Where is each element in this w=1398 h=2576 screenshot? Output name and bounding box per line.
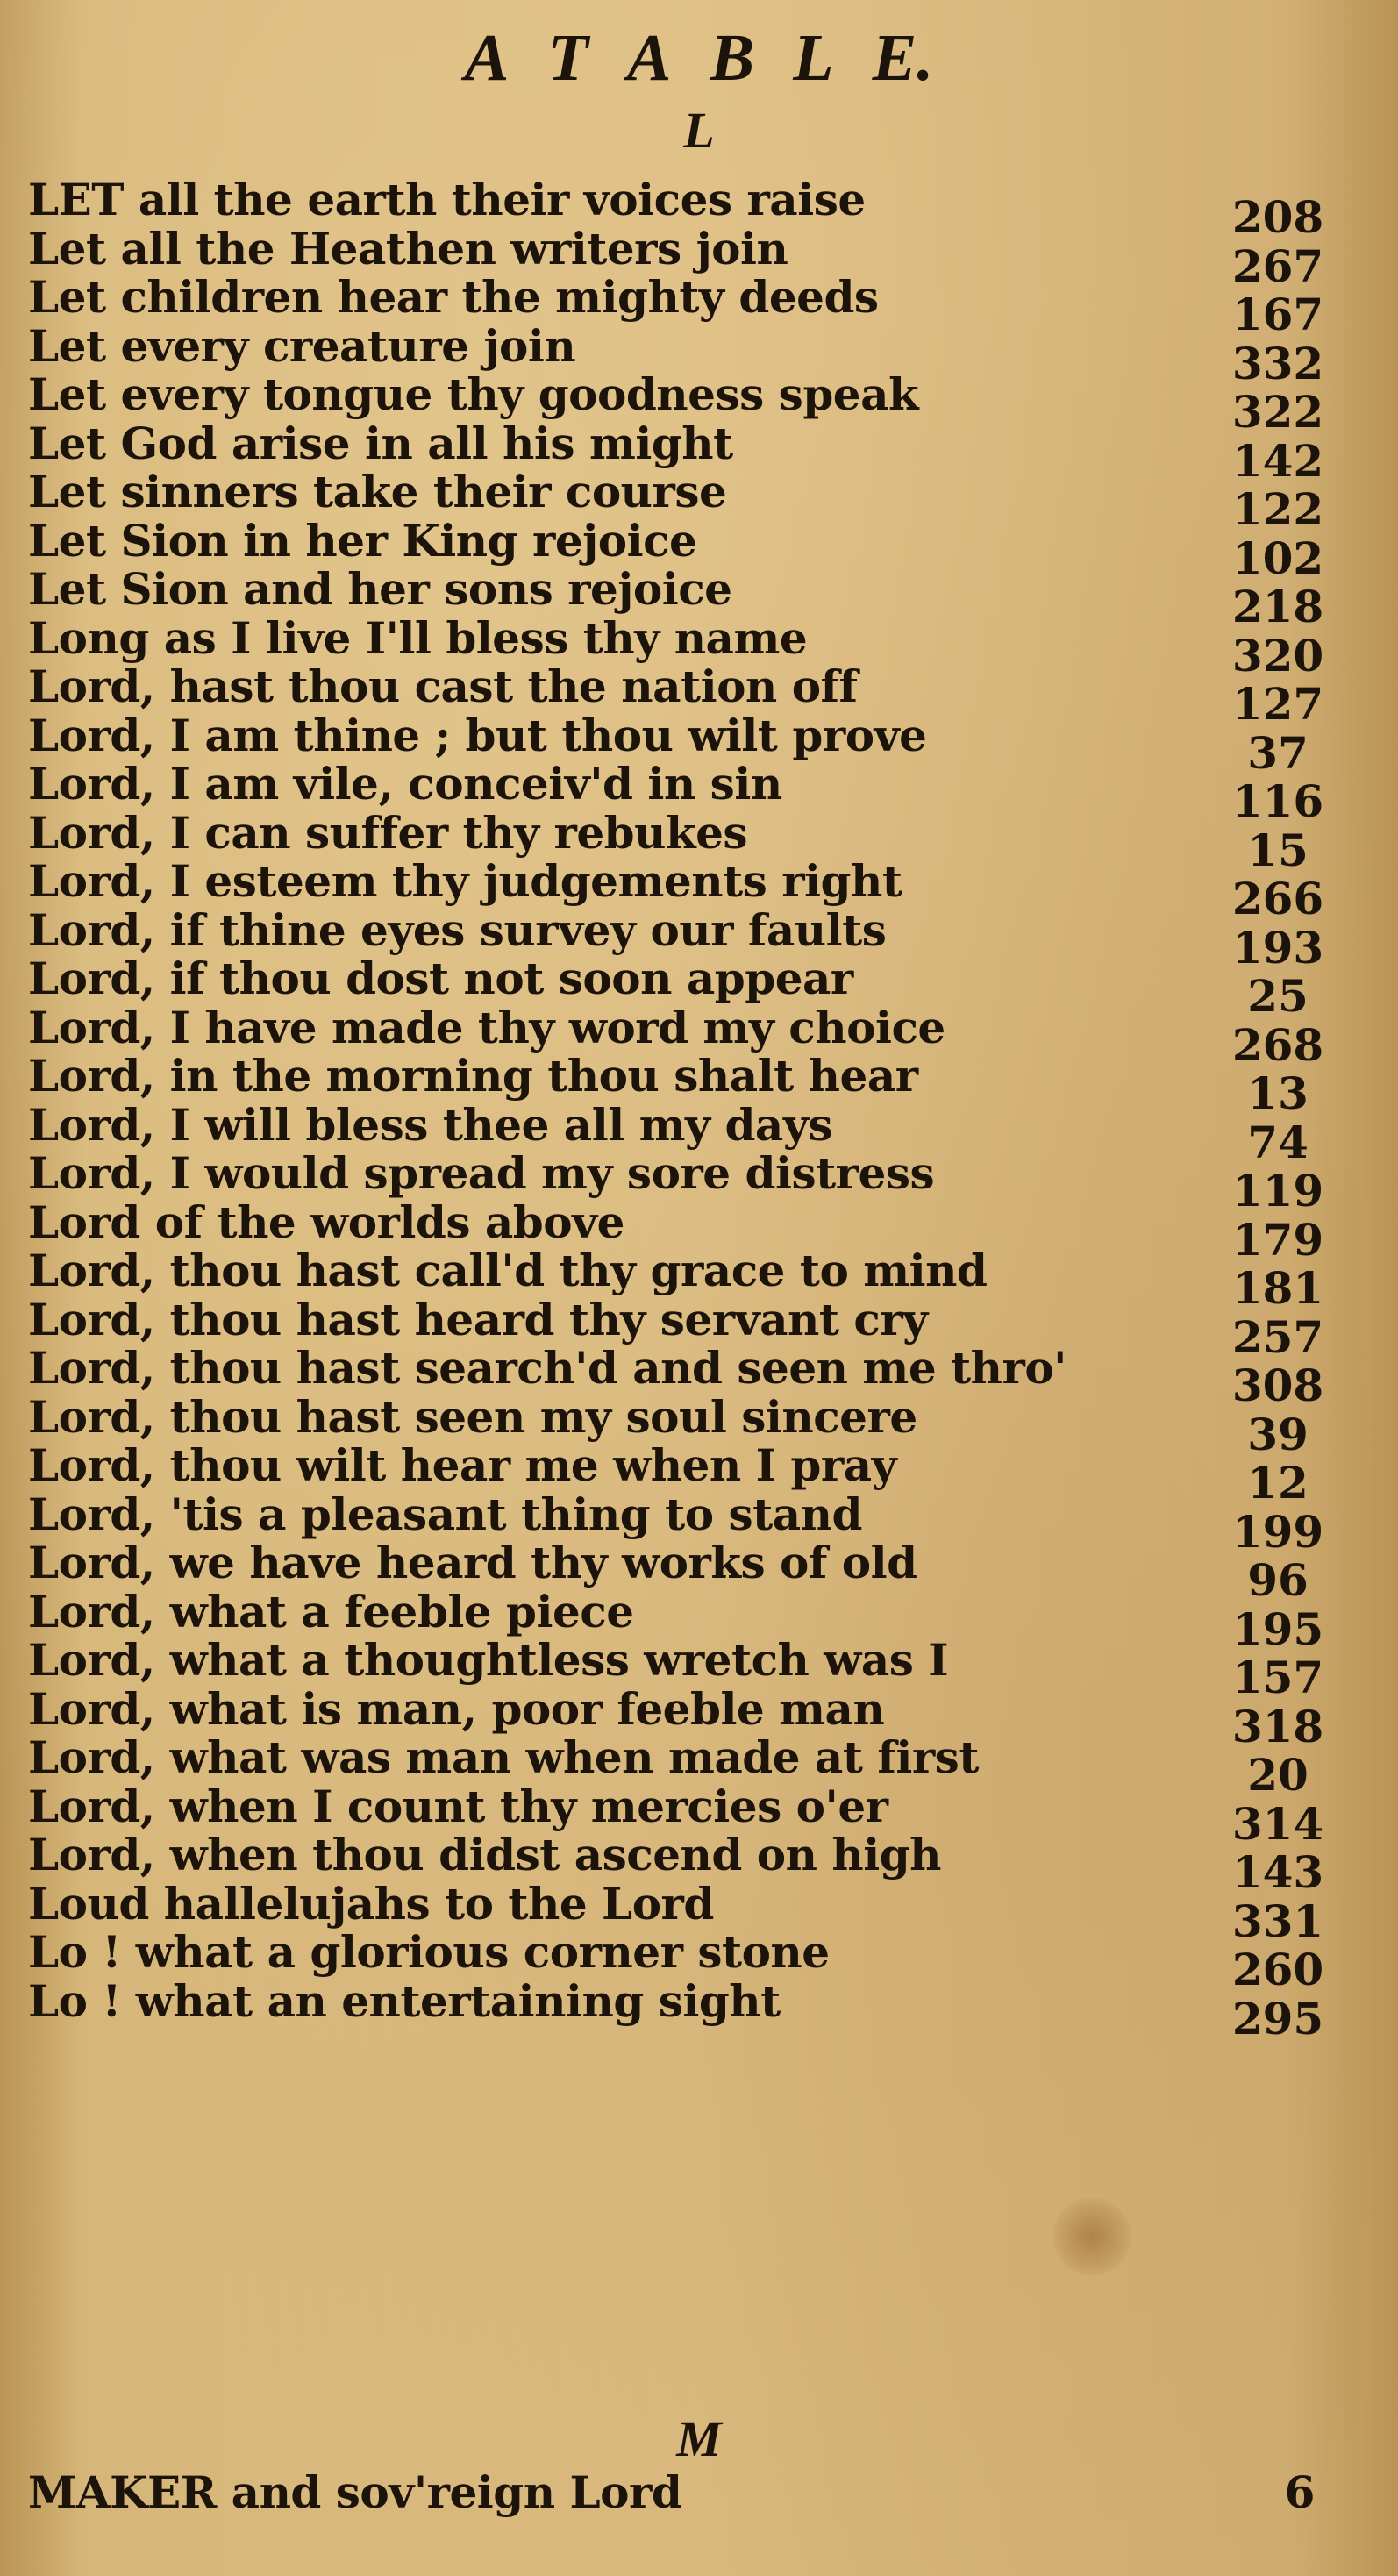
entry-page-number: 6 [1284,2466,1316,2518]
index-entry [28,1585,1344,1655]
entry-first-line: Lord, 'tis a pleasant thing to stand [28,1488,862,1540]
entry-page-number: 15 [1247,824,1309,876]
entry-page-number: 102 [1231,532,1324,584]
entry-page-number: 122 [1231,483,1324,535]
entry-page-number: 74 [1247,1116,1309,1168]
entry-first-line: Loud hallelujahs to the Lord [28,1877,714,1930]
entry-first-line: Let every creature join [28,319,576,372]
entry-first-line: Lord, what a feeble piece [28,1585,634,1638]
entry-first-line: Lord, we have heard thy works of old [28,1537,917,1588]
index-entry [28,1974,1344,2044]
entry-page-number: 13 [1247,1067,1309,1119]
paper-stain [1052,2197,1131,2276]
section-letter-m: M [676,2410,722,2467]
entry-page-number: 25 [1247,970,1309,1022]
index-entry [28,466,1344,535]
entry-page-number: 208 [1231,191,1324,243]
entry-first-line: Let sinners take their course [28,466,727,517]
index-entry [28,1195,1344,1266]
index-entry [28,1731,1344,1801]
entry-page-number: 308 [1231,1359,1324,1411]
running-head [0,21,1398,95]
entry-first-line: Let every tongue thy goodness speak [28,368,919,420]
entry-first-line: Lord, thou wilt hear me when I pray [28,1439,897,1491]
index-entry [28,953,1344,1022]
index-entry [28,1634,1344,1703]
entry-page-number: 266 [1231,873,1324,924]
index-entry [28,271,1344,340]
entry-first-line: MAKER and sov'reign Lord [28,2466,682,2518]
entry-first-line: Lord, what is man, poor feeble man [28,1682,885,1735]
index-entry [28,174,1344,243]
section-letter-l: L [683,102,715,159]
entry-first-line: Lord, I would spread my sore distress [28,1147,935,1199]
index-entry [28,1293,1344,1363]
entry-first-line: Lord, thou hast call'd thy grace to mind [28,1245,988,1296]
entry-first-line: Lord, thou hast seen my soul sincere [28,1390,917,1443]
index-entry [28,758,1344,827]
entry-first-line: LET all the earth their voices raise [28,174,866,225]
entry-first-line: Lord of the worlds above [28,1195,624,1248]
entry-page-number: 96 [1247,1554,1309,1606]
entry-page-number: 157 [1231,1652,1324,1703]
index-entry [28,514,1344,584]
index-entry [28,319,1344,389]
index-entry [28,1537,1344,1606]
entry-first-line: Let Sion in her King rejoice [28,514,697,567]
entry-page-number: 332 [1231,337,1324,389]
entry-page-number: 260 [1231,1944,1324,1995]
entry-page-number: 199 [1231,1505,1324,1558]
entry-page-number: 20 [1247,1749,1309,1801]
index-entry [28,903,1344,974]
entry-page-number: 268 [1231,1018,1324,1071]
entry-page-number: 257 [1231,1310,1324,1363]
entry-first-line: Let all the Heathen writers join [28,222,788,275]
entry-first-line: Lord, I esteem thy judgements right [28,855,902,907]
index-entry [28,855,1344,924]
entry-page-number: 167 [1231,289,1324,340]
entry-first-line: Lord, I will bless thee all my days [28,1098,833,1151]
entry-first-line: Lord, I am vile, conceiv'd in sin [28,758,782,810]
index-entry [28,1147,1344,1217]
running-head-letter: T [547,21,588,95]
entry-first-line: Lord, thou hast heard thy servant cry [28,1293,928,1345]
running-head-letter: E. [872,21,934,95]
index-entry [28,1780,1344,1850]
index-entry [28,368,1344,438]
entry-page-number: 331 [1231,1895,1324,1947]
entry-first-line: Long as I live I'll bless thy name [28,611,808,664]
entry-page-number: 195 [1231,1602,1324,1655]
index-entry [28,1682,1344,1752]
entry-first-line: Lord, what was man when made at first [28,1731,979,1783]
entry-first-line: Lord, if thou dost not soon appear [28,953,853,1004]
index-entry [28,1050,1344,1119]
index-entries-l [28,174,1344,2044]
index-entry [28,709,1344,779]
entry-first-line: Lord, what a thoughtless wretch was I [28,1634,949,1686]
entry-first-line: Lo ! what a glorious corner stone [28,1926,830,1978]
entry-page-number: 267 [1231,239,1324,292]
entry-page-number: 142 [1231,434,1324,487]
index-entry [28,1098,1344,1168]
running-head-letter: L [793,21,834,95]
index-entry [28,1001,1344,1071]
index-entry [28,611,1344,681]
index-entry [28,2468,1344,2521]
entry-page-number: 39 [1247,1408,1309,1460]
entry-first-line: Lo ! what an entertaining sight [28,1974,781,2027]
entry-page-number: 143 [1231,1846,1324,1898]
entry-first-line: Lord, hast thou cast the nation off [28,660,858,712]
entry-page-number: 116 [1231,775,1324,827]
entry-first-line: Lord, in the morning thou shalt hear [28,1050,918,1102]
index-entry [28,1390,1344,1460]
entry-first-line: Lord, I have made thy word my choice [28,1001,945,1053]
entry-first-line: Let children hear the mighty deeds [28,271,879,323]
index-entry [28,806,1344,876]
entry-page-number: 12 [1247,1457,1309,1509]
running-head-letter: A [464,21,510,95]
entry-first-line: Lord, thou hast search'd and seen me thro' [28,1342,1066,1394]
entry-page-number: 179 [1231,1213,1324,1266]
entry-first-line: Lord, I can suffer thy rebukes [28,806,748,859]
running-head-letter: B [710,21,755,95]
index-entry [28,1488,1344,1558]
index-entry [28,1245,1344,1314]
entry-page-number: 314 [1231,1797,1324,1850]
entry-page-number: 218 [1231,581,1324,632]
index-entry [28,417,1344,487]
index-entry [28,1342,1344,1411]
entry-page-number: 127 [1231,678,1324,730]
entry-page-number: 322 [1231,386,1324,438]
entry-first-line: Lord, when thou didst ascend on high [28,1829,942,1880]
entry-first-line: Lord, if thine eyes survey our faults [28,903,887,956]
entry-first-line: Lord, I am thine ; but thou wilt prove [28,709,927,761]
entry-page-number: 320 [1231,629,1324,681]
index-entry [28,1877,1344,1947]
running-head-letter: A [626,21,672,95]
entry-first-line: Let Sion and her sons rejoice [28,563,732,615]
entry-first-line: Lord, when I count thy mercies o'er [28,1780,888,1832]
entry-page-number: 181 [1231,1262,1324,1314]
entry-first-line: Let God arise in all his might [28,417,733,469]
entry-page-number: 37 [1247,726,1309,779]
index-entry [28,222,1344,292]
entry-page-number: 295 [1231,1992,1324,2044]
index-entry [28,1829,1344,1898]
index-entry [28,563,1344,632]
entry-page-number: 318 [1231,1700,1324,1752]
entry-page-number: 119 [1231,1165,1324,1217]
entry-page-number: 193 [1231,921,1324,974]
index-entry [28,1926,1344,1995]
index-entry [28,660,1344,730]
index-entry [28,1439,1344,1509]
